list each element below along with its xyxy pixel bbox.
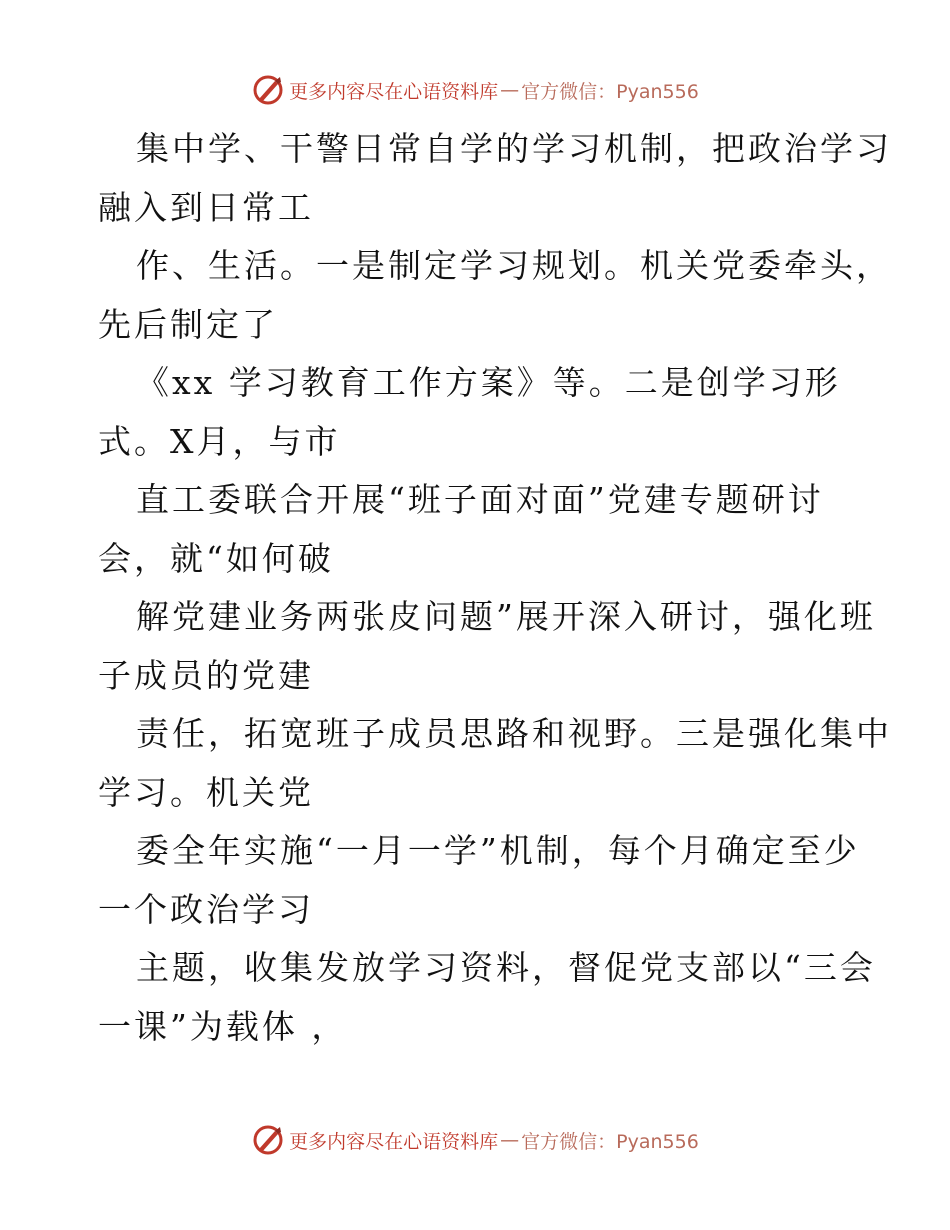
- body-line: 主题，收集发放学习资料，督促党支部以“三会: [136, 948, 876, 987]
- body-line: 会，就“如何破: [98, 538, 334, 578]
- banner-wechat: 官方微信：Pyan556: [521, 1130, 699, 1153]
- banner-text: 更多内容尽在心语资料库: [289, 1130, 499, 1153]
- body-line: 《xx 学习教育工作方案》等。二是创学习形: [136, 363, 841, 402]
- pen-logo-icon: [251, 1123, 285, 1157]
- body-line: 一个政治学习: [98, 889, 314, 929]
- footer-watermark: [0, 1120, 950, 1160]
- body-line: 责任，拓宽班子成员思路和视野。三是强化集中: [136, 714, 892, 753]
- pen-logo-icon: [251, 73, 285, 107]
- banner-wechat: 官方微信：Pyan556: [521, 80, 699, 103]
- body-line: 先后制定了: [98, 304, 278, 344]
- body-line: 子成员的党建: [98, 655, 314, 695]
- body-line: 委全年实施“一月一学”机制，每个月确定至少: [136, 831, 860, 870]
- body-line: 式。X月，与市: [98, 421, 341, 461]
- banner-dash: —: [500, 1129, 520, 1151]
- banner-dash: —: [500, 79, 520, 101]
- header-watermark: [0, 70, 950, 110]
- body-line: 一课”为载体 ，: [98, 1006, 348, 1046]
- body-line: 解党建业务两张皮问题”展开深入研讨，强化班: [136, 597, 876, 636]
- body-line: 作、生活。一是制定学习规划。机关党委牵头，: [136, 246, 892, 285]
- banner-text: 更多内容尽在心语资料库: [289, 80, 499, 103]
- body-line: 集中学、干警日常自学的学习机制，把政治学习: [136, 129, 892, 168]
- body-line: 直工委联合开展“班子面对面”党建专题研讨: [136, 480, 824, 519]
- document-body: [98, 120, 892, 1056]
- body-line: 学习。机关党: [98, 772, 314, 812]
- body-line: 融入到日常工: [98, 187, 314, 227]
